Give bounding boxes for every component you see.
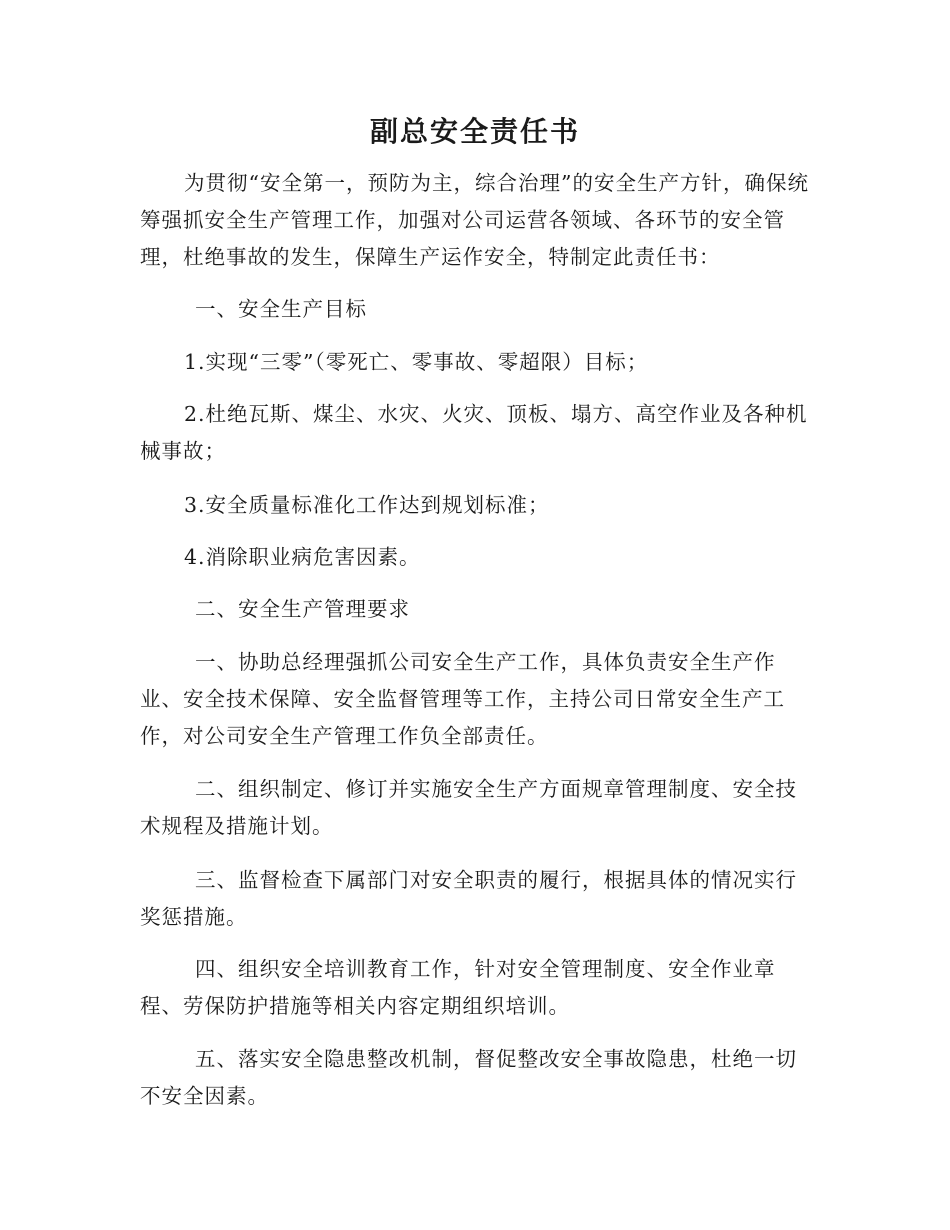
intro-paragraph: 为贯彻“安全第一，预防为主，综合治理”的安全生产方针，确保统筹强抓安全生产管理工作，加强对公司运营各领域、各环节的安全管理，杜绝事故的发生，保障生产运作安全，特制定此责任书： xyxy=(140,171,809,269)
section2-heading: 二、安全生产管理要求 xyxy=(195,597,410,621)
requirement-item-3: 三、监督检查下属部门对安全职责的履行，根据具体的情况实行奖惩措施。 xyxy=(140,868,797,929)
section1-heading: 一、安全生产目标 xyxy=(195,297,367,321)
goal-item-1: 1.实现“三零”（零死亡、零事故、零超限）目标； xyxy=(184,350,649,374)
requirement-item-1: 一、协助总经理强抓公司安全生产工作，具体负责安全生产作业、安全技术保障、安全监督管理等工作，主持公司日常安全生产工作，对公司安全生产管理工作负全部责任。 xyxy=(140,650,785,748)
requirement-item-4: 四、组织安全培训教育工作，针对安全管理制度、安全作业章程、劳保防护措施等相关内容定期组织培训。 xyxy=(140,957,776,1018)
goal-item-4: 4.消除职业病危害因素。 xyxy=(184,545,421,569)
requirement-item-5: 五、落实安全隐患整改机制，督促整改安全事故隐患，杜绝一切不安全因素。 xyxy=(140,1047,797,1108)
requirement-item-2: 二、组织制定、修订并实施安全生产方面规章管理制度、安全技术规程及措施计划。 xyxy=(140,777,797,838)
document-title: 副总安全责任书 xyxy=(369,115,580,148)
goal-item-2: 2.杜绝瓦斯、煤尘、水灾、火灾、顶板、塌方、高空作业及各种机械事故； xyxy=(140,402,808,463)
goal-item-3: 3.安全质量标准化工作达到规划标准； xyxy=(184,493,550,517)
